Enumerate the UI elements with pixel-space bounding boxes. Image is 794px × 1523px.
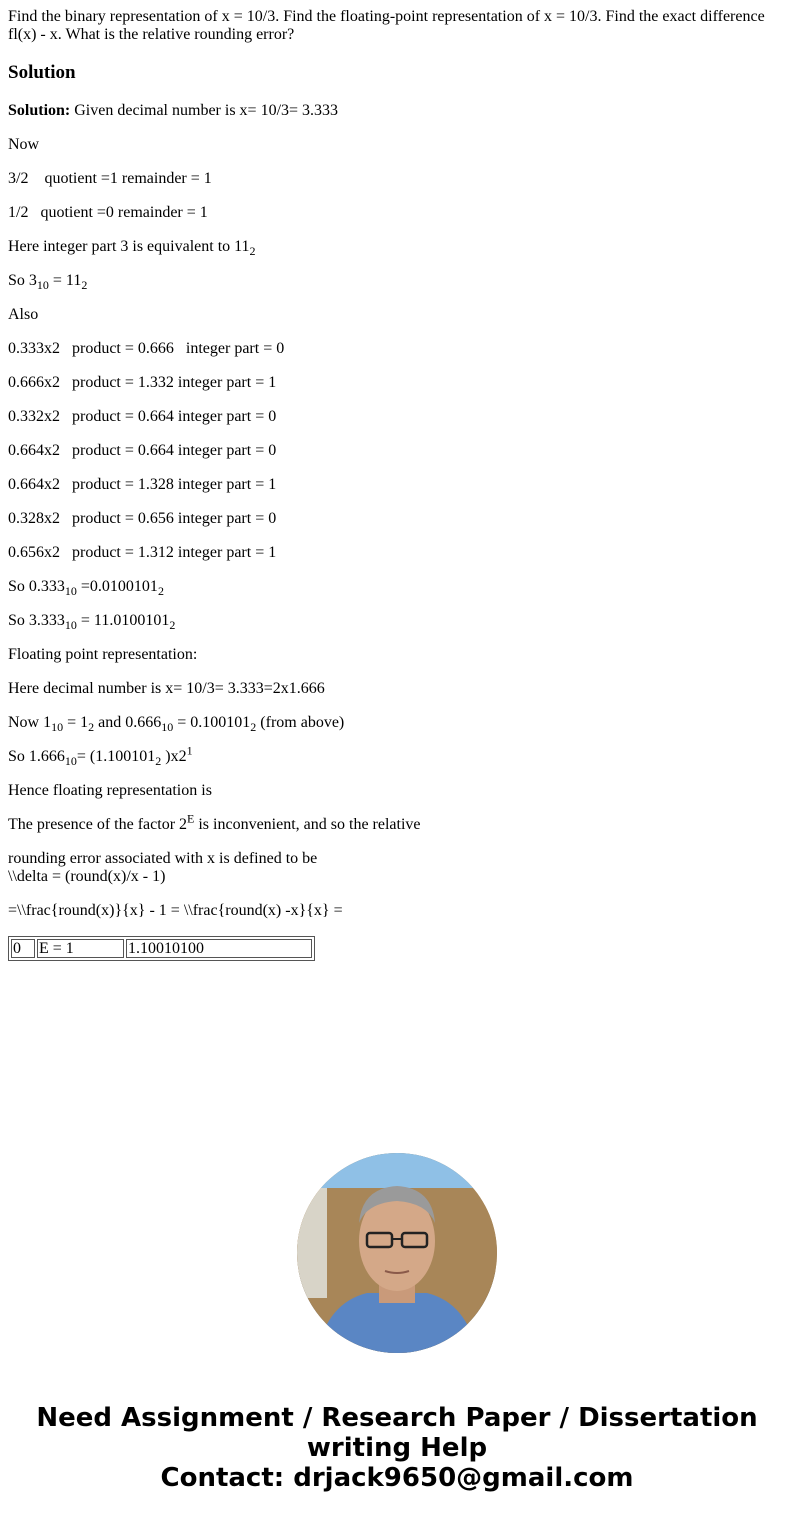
subscript: 2 xyxy=(169,618,176,633)
text-segment: 0.656x2 product = 1.312 integer part = 1 xyxy=(8,544,277,561)
solution-line xyxy=(8,578,786,599)
solution-line xyxy=(8,680,786,698)
solution-line xyxy=(8,204,786,222)
solution-line xyxy=(8,102,786,120)
solution-line xyxy=(8,850,786,886)
text-segment: Here decimal number is x= 10/3= 3.333=2x1.666 xyxy=(8,680,325,697)
subscript: 10 xyxy=(36,278,49,293)
sign-cell: 0 xyxy=(11,939,35,958)
exponent-cell: E = 1 xyxy=(37,939,124,958)
text-segment: 0.664x2 product = 1.328 integer part = 1 xyxy=(8,476,277,493)
footer-line: Need Assignment / Research Paper / Dissertation xyxy=(36,1403,758,1433)
footer-line: writing Help xyxy=(306,1433,488,1463)
solution-line xyxy=(8,340,786,358)
solution-line xyxy=(8,272,786,293)
text-segment: = 0.100101 xyxy=(173,714,251,731)
author-photo xyxy=(297,1153,497,1353)
text-segment: is inconvenient, and so the relative xyxy=(194,816,421,833)
subscript: 2 xyxy=(155,754,162,769)
mantissa-cell: 1.10010100 xyxy=(126,939,312,958)
text-segment: So 3 xyxy=(8,272,37,289)
solution-line xyxy=(8,811,786,834)
text-segment: 1/2 quotient =0 remainder = 1 xyxy=(8,204,208,221)
footer-contact-email: Contact: drjack9650@gmail.com xyxy=(160,1463,634,1493)
footer-contact-banner xyxy=(0,1403,794,1493)
text-segment: Floating point representation: xyxy=(8,646,198,663)
solution-line xyxy=(8,374,786,392)
superscript: E xyxy=(187,811,195,826)
solution-line xyxy=(8,782,786,800)
subscript: 2 xyxy=(249,244,256,259)
text-segment: Now xyxy=(8,136,40,153)
float-representation-table xyxy=(8,936,315,961)
subscript: 10 xyxy=(64,584,77,599)
solution-line xyxy=(8,714,786,735)
text-segment: So 0.333 xyxy=(8,578,65,595)
text-segment: Here integer part 3 is equivalent to 11 xyxy=(8,238,250,255)
solution-line xyxy=(8,902,786,920)
text-segment: = (1.100101 xyxy=(76,748,156,765)
text-segment: (from above) xyxy=(256,714,345,731)
solution-line xyxy=(8,646,786,664)
text-segment: = 1 xyxy=(63,714,89,731)
text-segment: 0.666x2 product = 1.332 integer part = 1 xyxy=(8,374,277,391)
text-segment: 3/2 quotient =1 remainder = 1 xyxy=(8,170,212,187)
subscript: 2 xyxy=(81,278,88,293)
subscript: 2 xyxy=(250,720,257,735)
solution-line xyxy=(8,510,786,528)
text-segment: rounding error associated with x is defined to be xyxy=(8,850,318,867)
text-segment: So 3.333 xyxy=(8,612,65,629)
superscript: 1 xyxy=(186,743,193,758)
text-segment: = 11 xyxy=(48,272,82,289)
text-segment: = 11.0100101 xyxy=(76,612,170,629)
text-segment: 0.332x2 product = 0.664 integer part = 0 xyxy=(8,408,277,425)
solution-line xyxy=(8,408,786,426)
solution-line xyxy=(8,544,786,562)
subscript: 10 xyxy=(64,618,77,633)
solution-line xyxy=(8,612,786,633)
question-text: Find the binary representation of x = 10/3. Find the floating-point representation of x = 10/3. Find the exact difference fl(x) - x. What is the relative rounding error? xyxy=(8,8,765,43)
text-segment: \\delta = (round(x)/x - 1) xyxy=(8,868,166,885)
text-segment: )x2 xyxy=(161,748,187,765)
text-segment: Hence floating representation is xyxy=(8,782,212,799)
solution-line xyxy=(8,743,786,769)
text-segment: =0.0100101 xyxy=(76,578,158,595)
subscript: 2 xyxy=(157,584,164,599)
subscript: 10 xyxy=(64,754,77,769)
solution-line xyxy=(8,442,786,460)
solution-line xyxy=(8,238,786,259)
solution-line xyxy=(8,306,786,324)
subscript: 2 xyxy=(88,720,95,735)
solution-line xyxy=(8,170,786,188)
text-segment: 0.328x2 product = 0.656 integer part = 0 xyxy=(8,510,277,527)
text-segment: 0.333x2 product = 0.666 integer part = 0 xyxy=(8,340,285,357)
subscript: 10 xyxy=(161,720,174,735)
solution-line xyxy=(8,476,786,494)
solution-line xyxy=(8,136,786,154)
text-segment: Also xyxy=(8,306,39,323)
solution-heading: Solution xyxy=(8,62,76,83)
text-segment: So 1.666 xyxy=(8,748,65,765)
text-segment: 0.664x2 product = 0.664 integer part = 0 xyxy=(8,442,277,459)
text-segment: Now 1 xyxy=(8,714,52,731)
text-segment: The presence of the factor 2 xyxy=(8,816,188,833)
solution-label: Solution: xyxy=(8,102,71,119)
solution-body xyxy=(8,102,786,920)
text-segment: =\\frac{round(x)}{x} - 1 = \\frac{round(x) -x}{x} = xyxy=(8,902,343,919)
text-segment: Given decimal number is x= 10/3= 3.333 xyxy=(70,102,339,119)
text-segment: and 0.666 xyxy=(94,714,162,731)
subscript: 10 xyxy=(51,720,64,735)
table-row xyxy=(11,939,312,958)
